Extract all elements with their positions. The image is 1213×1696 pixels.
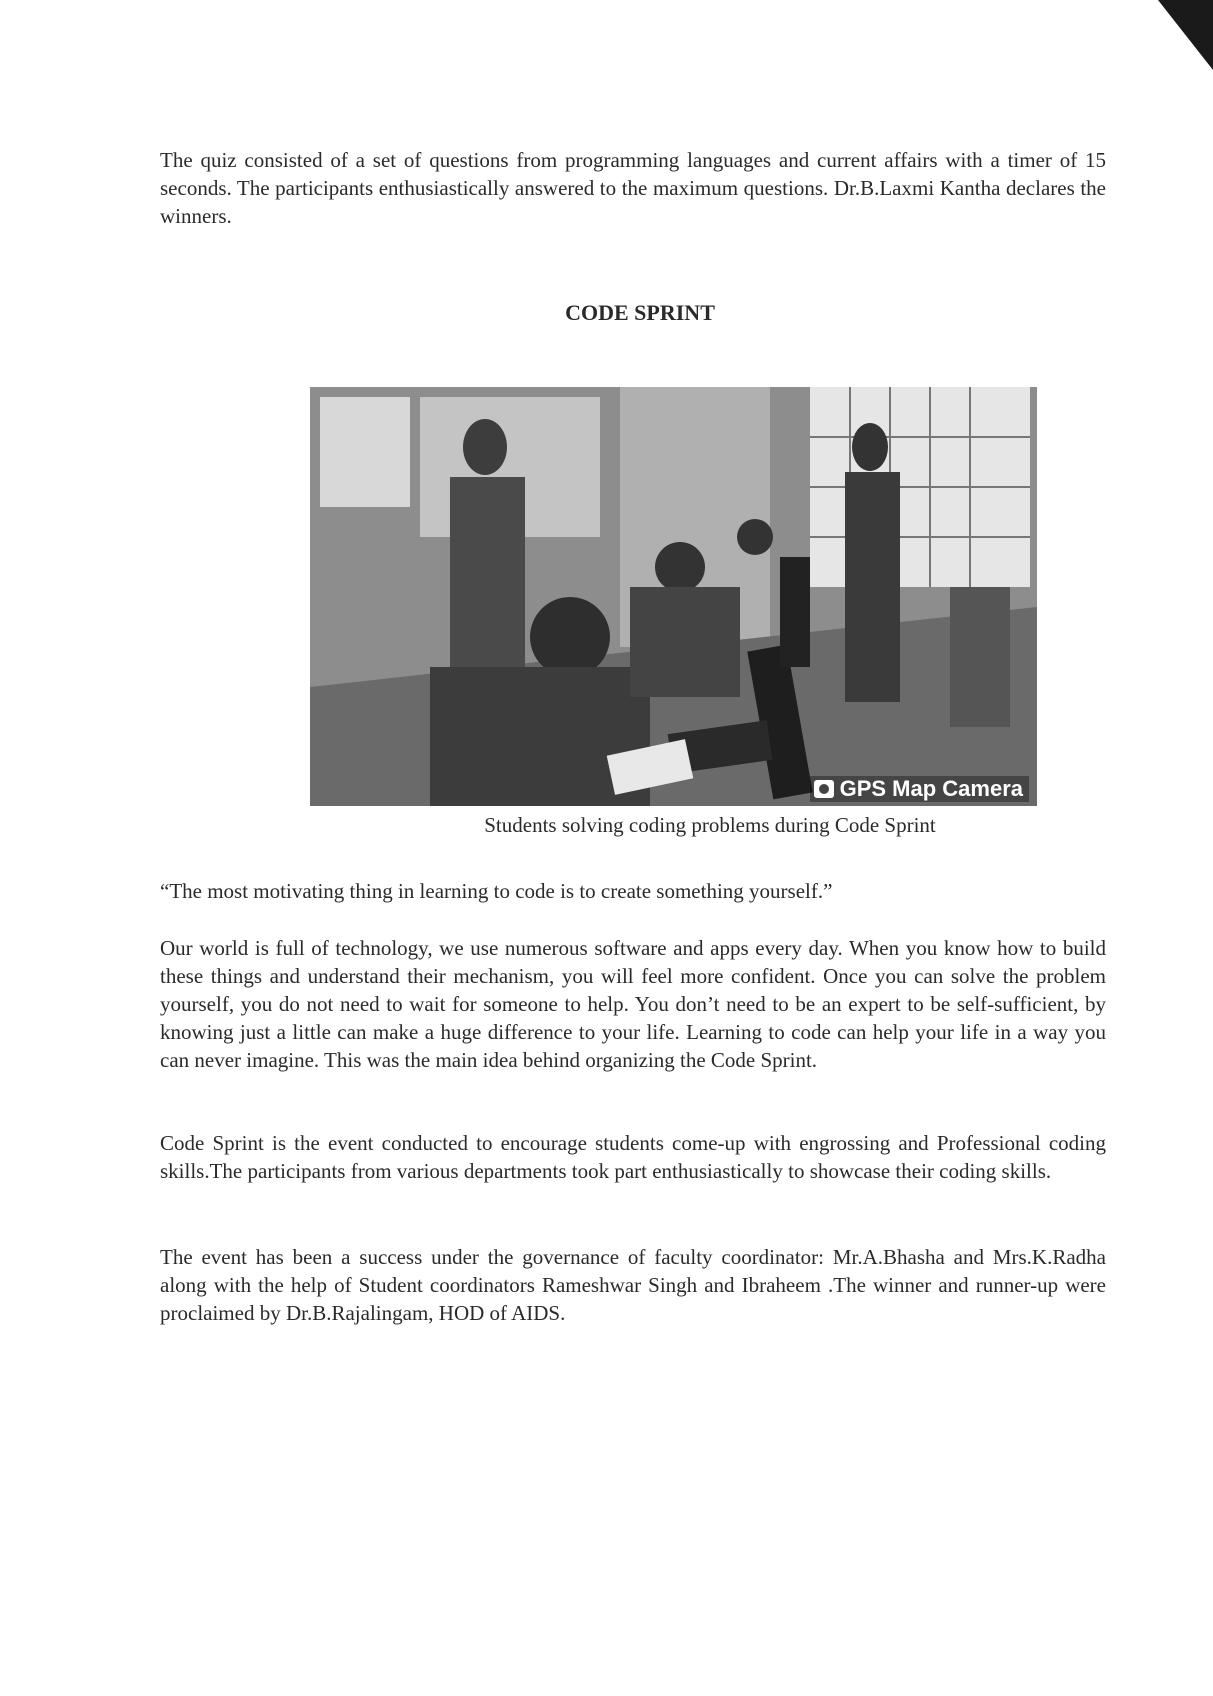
section-heading: CODE SPRINT xyxy=(565,300,715,325)
quote: “The most motivating thing in learning to code is to create something yourself.” xyxy=(160,879,833,903)
photo-caption: Students solving coding problems during Code Sprint xyxy=(484,813,936,837)
body-paragraph-2: Code Sprint is the event conducted to encourage students come-up with engrossing and Professional coding skills.The participants from various departments took part enthusiastically to showcase their coding skills. xyxy=(160,1131,1106,1183)
gps-watermark xyxy=(810,776,1029,802)
body-paragraph-3: The event has been a success under the governance of faculty coordinator: Mr.A.Bhasha and Mrs.K.Radha along with the help of Student coordinators Rameshwar Singh and Ibraheem .The winner and runner-up were proclaimed by Dr.B.Rajalingam, HOD of AIDS. xyxy=(160,1245,1106,1325)
camera-icon xyxy=(814,780,834,798)
watermark-text: GPS Map Camera xyxy=(839,776,1023,801)
body-paragraph-1: Our world is full of technology, we use numerous software and apps every day. When you know how to build these things and understand their mechanism, you will feel more confident. Once you can solve the problem yourself, you do not need to wait for someone to help. You don’t need to be an expert to be self-sufficient, by knowing just a little can make a huge difference to your life. Learning to code can help your life in a way you can never imagine. This was the main idea behind organizing the Code Sprint. xyxy=(160,936,1106,1072)
photo-illustration xyxy=(310,387,1037,806)
scan-corner-shadow xyxy=(1158,0,1213,70)
event-photo xyxy=(310,387,1037,806)
intro-paragraph: The quiz consisted of a set of questions from programming languages and current affairs with a timer of 15 seconds. The participants enthusiastically answered to the maximum questions. Dr.B.Laxmi Kantha declares the winners. xyxy=(160,148,1106,228)
